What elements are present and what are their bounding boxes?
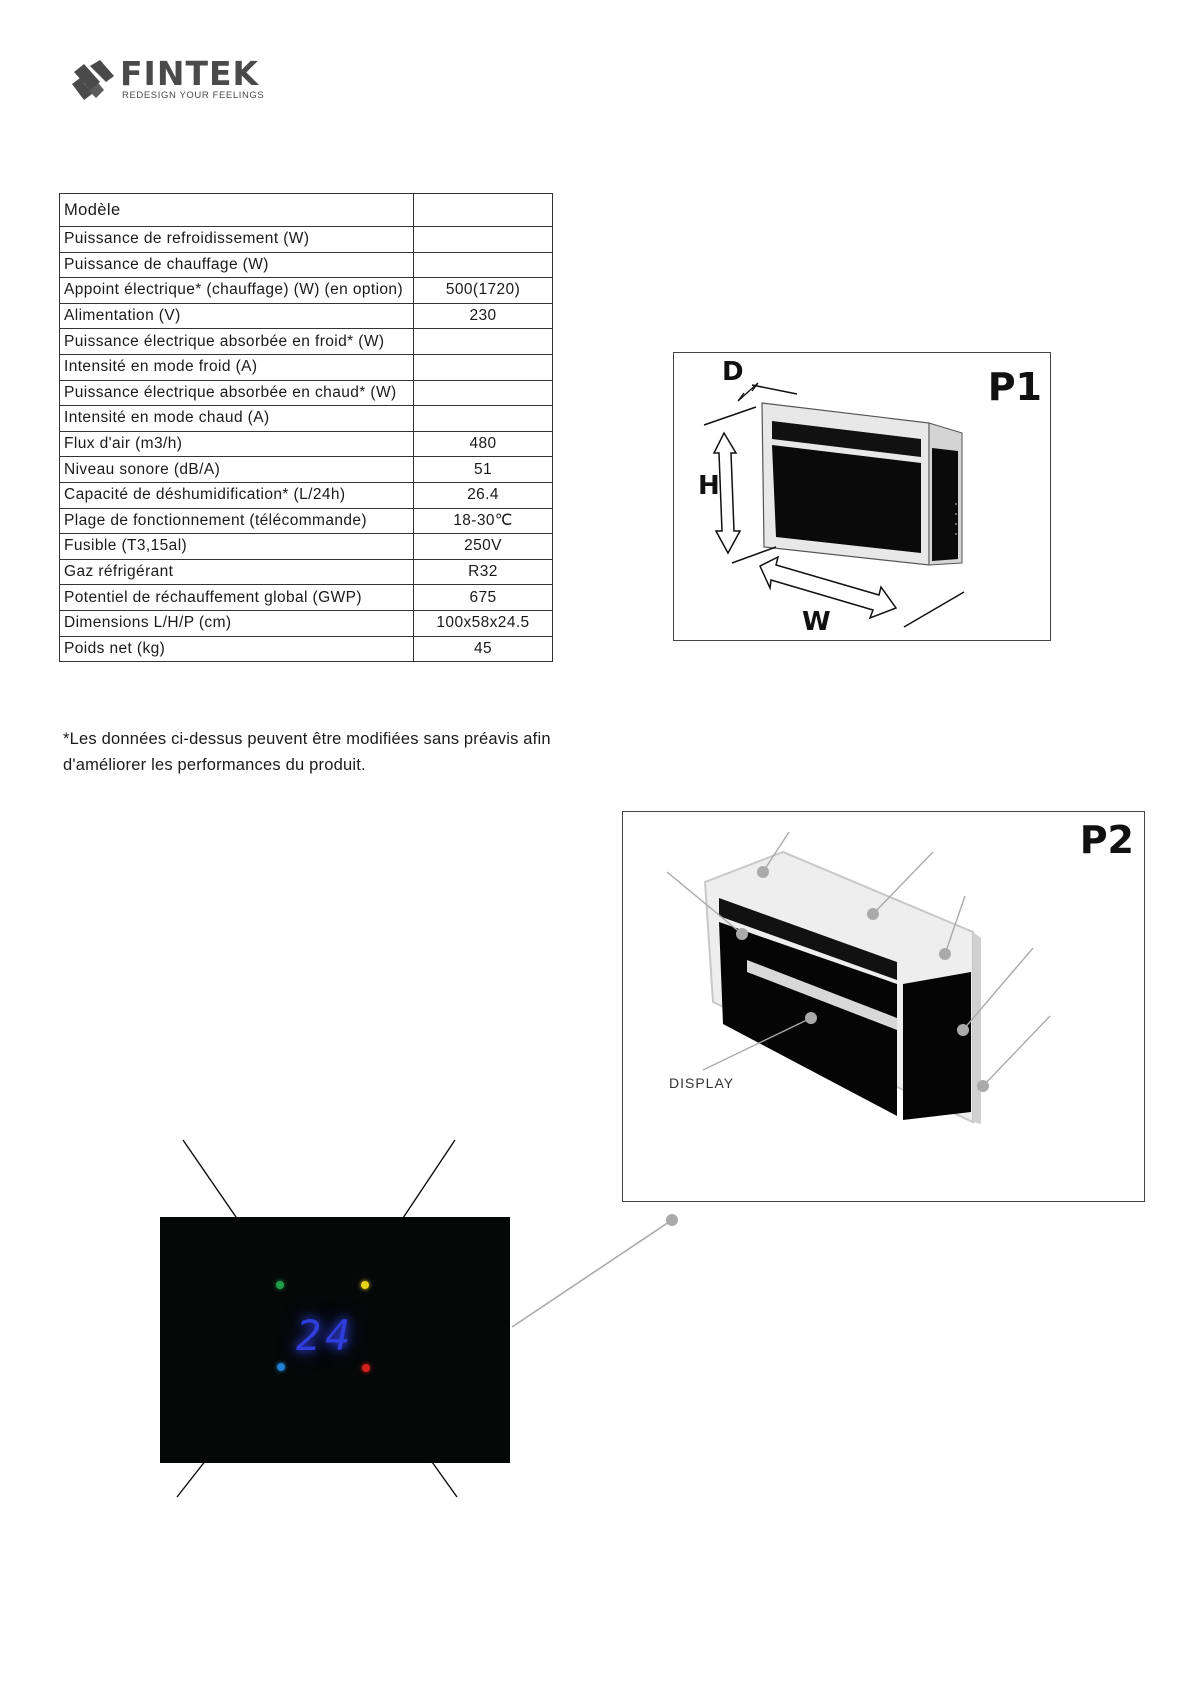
spec-label: Intensité en mode froid (A) bbox=[60, 354, 414, 380]
spec-value: 18-30℃ bbox=[414, 508, 553, 534]
dimension-h-label: H bbox=[698, 471, 720, 501]
footnote: *Les données ci-dessus peuvent être modifiées sans préavis afin d'améliorer les performances du produit. bbox=[63, 730, 551, 774]
spec-label: Intensité en mode chaud (A) bbox=[60, 406, 414, 432]
figure-p2-title: P2 bbox=[1079, 818, 1134, 862]
dimension-d-label: D bbox=[722, 357, 744, 387]
spec-label: Puissance de refroidissement (W) bbox=[60, 227, 414, 253]
spec-label: Niveau sonore (dB/A) bbox=[60, 457, 414, 483]
spec-label: Gaz réfrigérant bbox=[60, 559, 414, 585]
spec-value: 250V bbox=[414, 534, 553, 560]
spec-value: 26.4 bbox=[414, 482, 553, 508]
spec-label: Dimensions L/H/P (cm) bbox=[60, 610, 414, 636]
spec-label: Modèle bbox=[60, 194, 414, 227]
spec-value: 100x58x24.5 bbox=[414, 610, 553, 636]
brand-tagline: REDESIGN YOUR FEELINGS bbox=[122, 90, 265, 101]
spec-value: 675 bbox=[414, 585, 553, 611]
led-indicator-red bbox=[362, 1364, 370, 1372]
spec-label: Poids net (kg) bbox=[60, 636, 414, 662]
spec-value: 230 bbox=[414, 303, 553, 329]
spec-label: Puissance de chauffage (W) bbox=[60, 252, 414, 278]
spec-value: R32 bbox=[414, 559, 553, 585]
spec-label: Potentiel de réchauffement global (GWP) bbox=[60, 585, 414, 611]
spec-label: Puissance électrique absorbée en froid* (W) bbox=[60, 329, 414, 355]
led-indicator-yellow bbox=[361, 1281, 369, 1289]
dimension-w-label: W bbox=[802, 607, 831, 637]
led-indicator-blue bbox=[277, 1363, 285, 1371]
spec-label: Flux d'air (m3/h) bbox=[60, 431, 414, 457]
spec-value: 480 bbox=[414, 431, 553, 457]
spec-label: Capacité de déshumidification* (L/24h) bbox=[60, 482, 414, 508]
led-indicator-green bbox=[276, 1281, 284, 1289]
temperature-readout: 24 bbox=[296, 1311, 355, 1360]
spec-label: Appoint électrique* (chauffage) (W) (en option) bbox=[60, 278, 414, 304]
spec-label: Plage de fonctionnement (télécommande) bbox=[60, 508, 414, 534]
display-panel bbox=[160, 1217, 510, 1463]
spec-label: Puissance électrique absorbée en chaud* (W) bbox=[60, 380, 414, 406]
spec-label: Alimentation (V) bbox=[60, 303, 414, 329]
spec-value: 51 bbox=[414, 457, 553, 483]
spec-value: 45 bbox=[414, 636, 553, 662]
display-label: DISPLAY bbox=[669, 1075, 735, 1091]
brand-name: FINTEK bbox=[120, 54, 260, 93]
spec-label: Fusible (T3,15al) bbox=[60, 534, 414, 560]
figure-p1-title: P1 bbox=[987, 365, 1042, 409]
spec-value: 500(1720) bbox=[414, 278, 553, 304]
